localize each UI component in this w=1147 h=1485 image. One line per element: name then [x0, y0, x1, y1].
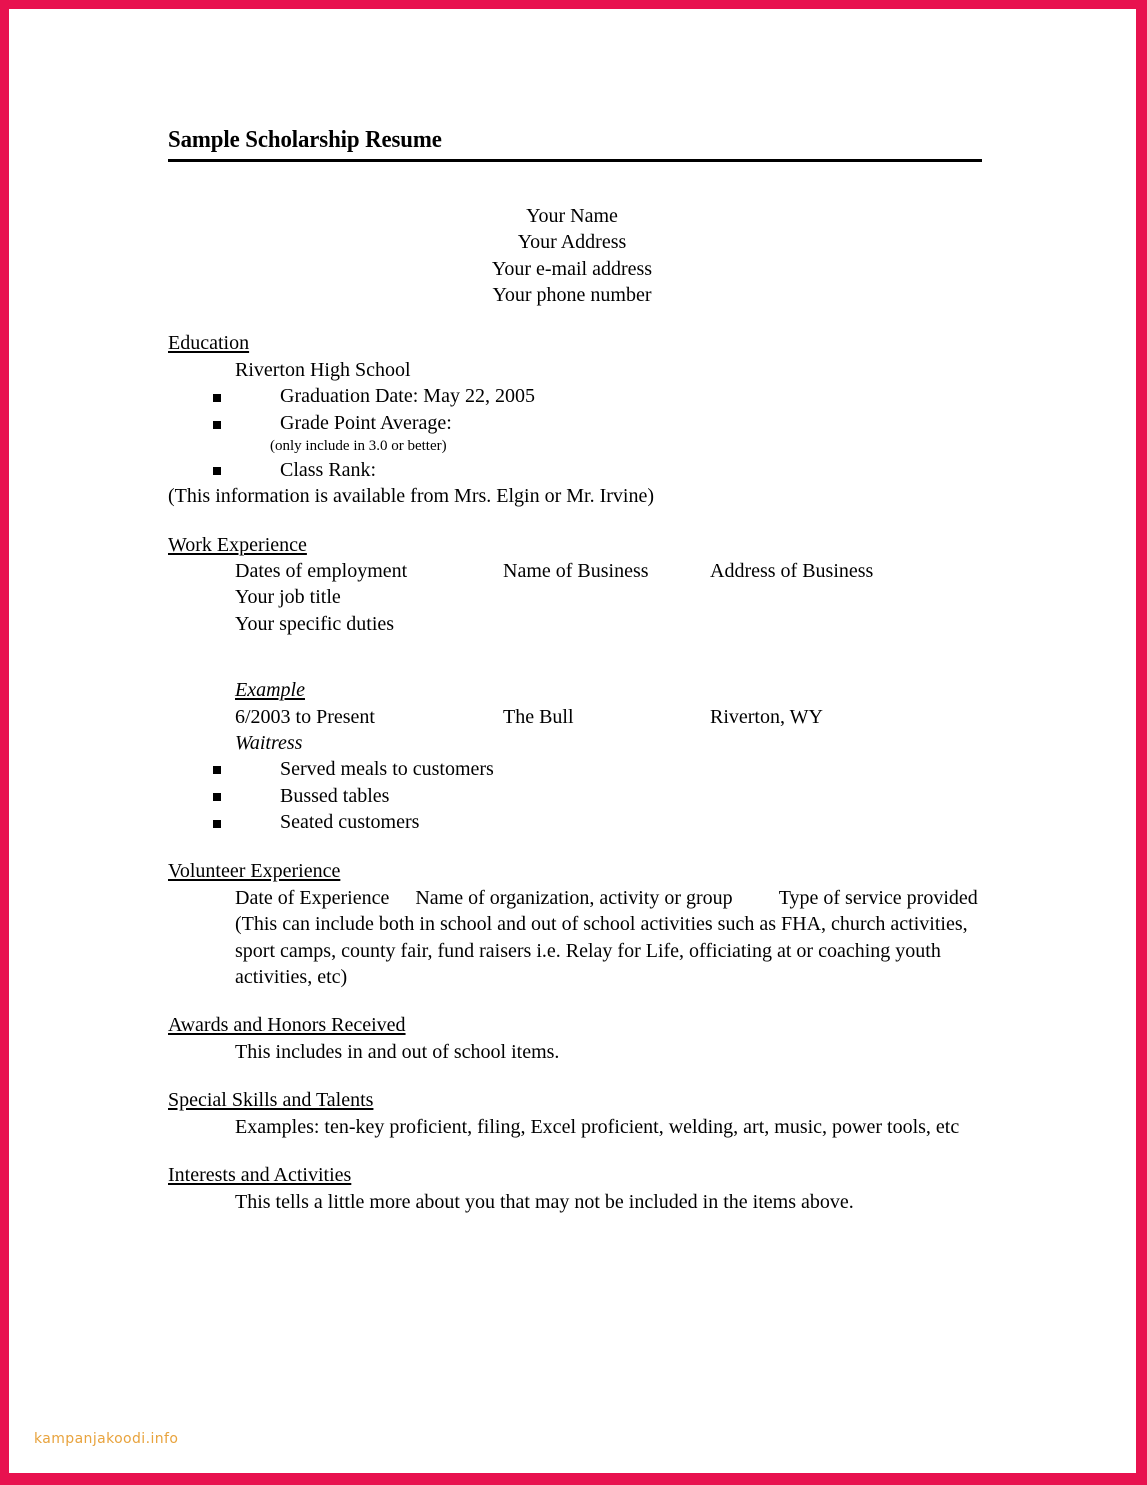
education-footnote: (This information is available from Mrs. Elgin or Mr. Irvine) — [168, 485, 655, 508]
contact-address: Your Address — [517, 231, 627, 254]
square-bullet-icon — [213, 820, 221, 828]
list-item — [213, 783, 983, 810]
list-item-label: Graduation Date: May 22, 2005 — [280, 385, 535, 408]
section-heading-education: Education — [168, 332, 250, 355]
example-business: The Bull — [503, 705, 574, 728]
section-education — [168, 331, 983, 509]
square-bullet-icon — [213, 766, 221, 774]
section-volunteer-experience — [168, 859, 983, 990]
list-item — [213, 457, 983, 484]
education-gpa-note: (only include in 3.0 or better) — [270, 438, 447, 455]
education-school: Riverton High School — [235, 359, 411, 382]
work-address-header: Address of Business — [710, 560, 874, 583]
volunteer-date-label: Date of Experience — [235, 886, 390, 909]
spacer — [235, 637, 983, 677]
page-title: Sample Scholarship Resume — [168, 127, 442, 153]
section-skills — [168, 1088, 983, 1140]
contact-email: Your e-mail address — [491, 257, 653, 280]
list-item — [213, 383, 983, 410]
contact-name: Your Name — [526, 204, 618, 227]
list-item — [213, 756, 983, 783]
work-template-block — [235, 558, 983, 756]
list-item-label: Grade Point Average: — [280, 412, 452, 435]
section-heading-work-experience: Work Experience — [168, 533, 307, 556]
work-dates-header: Dates of employment — [235, 560, 408, 583]
work-duties: Your specific duties — [235, 612, 395, 635]
section-heading-awards: Awards and Honors Received — [168, 1014, 406, 1037]
example-job-title: Waitress — [235, 731, 303, 754]
work-duties-bullet-list — [213, 756, 983, 836]
work-business-header: Name of Business — [503, 560, 649, 583]
skills-body: Examples: ten-key proficient, filing, Excel proficient, welding, art, music, power tools, etc — [235, 1116, 960, 1139]
square-bullet-icon — [213, 421, 221, 429]
interests-body: This tells a little more about you that may not be included in the items above. — [235, 1191, 854, 1213]
section-heading-skills: Special Skills and Talents — [168, 1089, 374, 1112]
section-heading-interests: Interests and Activities — [168, 1164, 352, 1187]
square-bullet-icon — [213, 394, 221, 402]
square-bullet-icon — [213, 467, 221, 475]
education-bullet-list-continued — [213, 457, 983, 484]
table-row — [235, 558, 983, 584]
volunteer-body-wrap — [235, 885, 983, 991]
work-job-title: Your job title — [235, 586, 341, 609]
work-example-label: Example — [235, 679, 305, 702]
section-heading-volunteer: Volunteer Experience — [168, 860, 341, 883]
square-bullet-icon — [213, 793, 221, 801]
example-address: Riverton, WY — [710, 705, 823, 728]
contact-phone: Your phone number — [492, 284, 652, 307]
document-content — [168, 128, 983, 1215]
list-item-label: Served meals to customers — [280, 757, 494, 780]
section-interests — [168, 1163, 983, 1215]
title-divider — [168, 159, 982, 162]
education-bullet-list — [213, 383, 983, 437]
example-dates: 6/2003 to Present — [235, 705, 375, 728]
awards-body-wrap — [235, 1039, 983, 1065]
list-item — [213, 809, 983, 836]
list-item-label: Bussed tables — [280, 784, 390, 807]
section-awards — [168, 1013, 983, 1065]
table-row — [235, 704, 983, 730]
list-item-label: Seated customers — [280, 811, 420, 834]
interests-body-wrap — [235, 1189, 983, 1215]
volunteer-paragraph — [235, 885, 983, 991]
skills-body-wrap — [235, 1114, 983, 1140]
section-work-experience — [168, 533, 983, 837]
volunteer-org-label: Name of organization, activity or group — [415, 886, 733, 909]
contact-block — [168, 203, 983, 309]
list-item-label: Class Rank: — [280, 458, 377, 481]
list-item — [213, 410, 983, 437]
site-watermark: kampanjakoodi.info — [34, 1431, 179, 1447]
awards-body: This includes in and out of school items. — [235, 1041, 560, 1064]
volunteer-service-text: Type of service provided (This can include both in school and out of school activities such as FHA, church activities, sport camps, county fair, fund raisers i.e. Relay for Life, officiating at or coaching youth activities, etc) — [235, 886, 978, 989]
